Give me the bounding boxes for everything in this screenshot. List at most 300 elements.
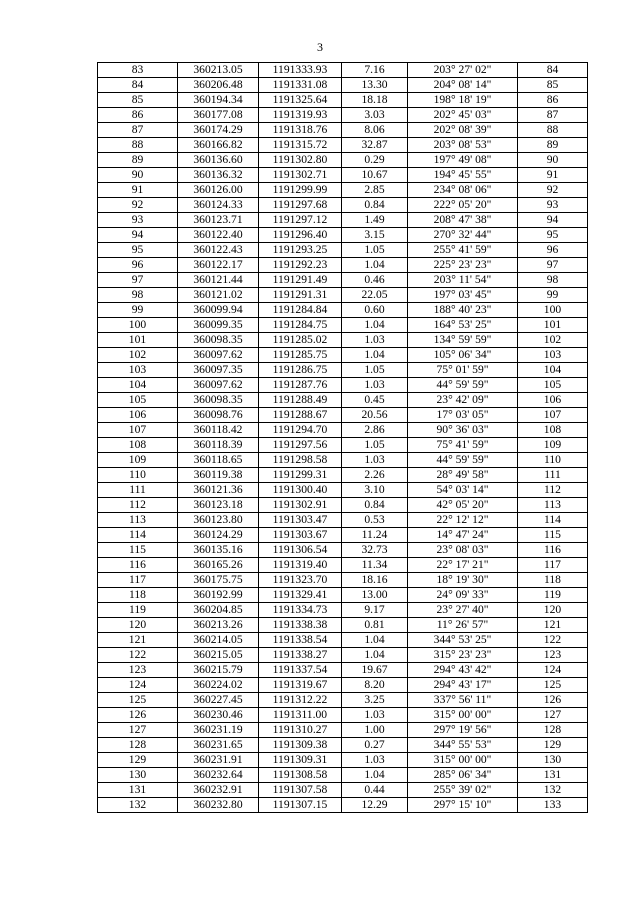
point-from-cell: 117 <box>98 573 178 588</box>
point-from-cell: 132 <box>98 798 178 813</box>
distance-cell: 1.04 <box>342 258 408 273</box>
x-coordinate-cell: 360121.02 <box>178 288 259 303</box>
distance-cell: 13.30 <box>342 78 408 93</box>
point-from-cell: 113 <box>98 513 178 528</box>
x-coordinate-cell: 360098.35 <box>178 393 259 408</box>
bearing-cell: 197° 03' 45" <box>408 288 518 303</box>
point-from-cell: 91 <box>98 183 178 198</box>
distance-cell: 2.85 <box>342 183 408 198</box>
point-to-cell: 88 <box>518 123 588 138</box>
table-row <box>98 348 588 363</box>
x-coordinate-cell: 360099.94 <box>178 303 259 318</box>
point-from-cell: 106 <box>98 408 178 423</box>
distance-cell: 20.56 <box>342 408 408 423</box>
table-row <box>98 528 588 543</box>
point-to-cell: 85 <box>518 78 588 93</box>
point-to-cell: 96 <box>518 243 588 258</box>
point-from-cell: 115 <box>98 543 178 558</box>
x-coordinate-cell: 360097.62 <box>178 378 259 393</box>
distance-cell: 2.26 <box>342 468 408 483</box>
point-from-cell: 98 <box>98 288 178 303</box>
distance-cell: 1.03 <box>342 708 408 723</box>
distance-cell: 19.67 <box>342 663 408 678</box>
y-coordinate-cell: 1191319.93 <box>259 108 342 123</box>
point-from-cell: 99 <box>98 303 178 318</box>
y-coordinate-cell: 1191302.71 <box>259 168 342 183</box>
point-from-cell: 127 <box>98 723 178 738</box>
bearing-cell: 22° 17' 21" <box>408 558 518 573</box>
y-coordinate-cell: 1191291.31 <box>259 288 342 303</box>
point-to-cell: 116 <box>518 543 588 558</box>
bearing-cell: 225° 23' 23" <box>408 258 518 273</box>
point-to-cell: 114 <box>518 513 588 528</box>
y-coordinate-cell: 1191284.84 <box>259 303 342 318</box>
table-row <box>98 453 588 468</box>
table-row <box>98 168 588 183</box>
y-coordinate-cell: 1191298.58 <box>259 453 342 468</box>
x-coordinate-cell: 360177.08 <box>178 108 259 123</box>
distance-cell: 1.05 <box>342 243 408 258</box>
y-coordinate-cell: 1191297.56 <box>259 438 342 453</box>
point-to-cell: 93 <box>518 198 588 213</box>
y-coordinate-cell: 1191318.76 <box>259 123 342 138</box>
x-coordinate-cell: 360227.45 <box>178 693 259 708</box>
table-row <box>98 408 588 423</box>
table-row <box>98 318 588 333</box>
point-from-cell: 111 <box>98 483 178 498</box>
point-to-cell: 84 <box>518 63 588 78</box>
distance-cell: 9.17 <box>342 603 408 618</box>
distance-cell: 0.53 <box>342 513 408 528</box>
point-from-cell: 112 <box>98 498 178 513</box>
table-row <box>98 738 588 753</box>
point-from-cell: 108 <box>98 438 178 453</box>
table-row <box>98 273 588 288</box>
point-to-cell: 103 <box>518 348 588 363</box>
bearing-cell: 28° 49' 58" <box>408 468 518 483</box>
x-coordinate-cell: 360192.99 <box>178 588 259 603</box>
y-coordinate-cell: 1191337.54 <box>259 663 342 678</box>
distance-cell: 0.81 <box>342 618 408 633</box>
distance-cell: 0.45 <box>342 393 408 408</box>
point-from-cell: 103 <box>98 363 178 378</box>
point-from-cell: 126 <box>98 708 178 723</box>
point-from-cell: 110 <box>98 468 178 483</box>
y-coordinate-cell: 1191302.91 <box>259 498 342 513</box>
distance-cell: 1.00 <box>342 723 408 738</box>
bearing-cell: 315° 23' 23" <box>408 648 518 663</box>
distance-cell: 12.29 <box>342 798 408 813</box>
point-to-cell: 125 <box>518 678 588 693</box>
table-row <box>98 783 588 798</box>
bearing-cell: 17° 03' 05" <box>408 408 518 423</box>
point-from-cell: 124 <box>98 678 178 693</box>
y-coordinate-cell: 1191284.75 <box>259 318 342 333</box>
y-coordinate-cell: 1191333.93 <box>259 63 342 78</box>
table-row <box>98 153 588 168</box>
distance-cell: 1.04 <box>342 648 408 663</box>
distance-cell: 32.87 <box>342 138 408 153</box>
distance-cell: 13.00 <box>342 588 408 603</box>
bearing-cell: 14° 47' 24" <box>408 528 518 543</box>
distance-cell: 3.03 <box>342 108 408 123</box>
x-coordinate-cell: 360174.29 <box>178 123 259 138</box>
y-coordinate-cell: 1191312.22 <box>259 693 342 708</box>
point-to-cell: 111 <box>518 468 588 483</box>
x-coordinate-cell: 360232.64 <box>178 768 259 783</box>
point-to-cell: 99 <box>518 288 588 303</box>
bearing-cell: 255° 39' 02" <box>408 783 518 798</box>
y-coordinate-cell: 1191307.58 <box>259 783 342 798</box>
y-coordinate-cell: 1191293.25 <box>259 243 342 258</box>
x-coordinate-cell: 360230.46 <box>178 708 259 723</box>
table-row <box>98 363 588 378</box>
point-to-cell: 128 <box>518 723 588 738</box>
point-to-cell: 113 <box>518 498 588 513</box>
point-from-cell: 129 <box>98 753 178 768</box>
point-from-cell: 130 <box>98 768 178 783</box>
y-coordinate-cell: 1191300.40 <box>259 483 342 498</box>
x-coordinate-cell: 360231.91 <box>178 753 259 768</box>
bearing-cell: 105° 06' 34" <box>408 348 518 363</box>
table-row <box>98 258 588 273</box>
table-row <box>98 438 588 453</box>
point-from-cell: 109 <box>98 453 178 468</box>
table-row <box>98 378 588 393</box>
bearing-cell: 203° 27' 02" <box>408 63 518 78</box>
bearing-cell: 270° 32' 44" <box>408 228 518 243</box>
distance-cell: 1.05 <box>342 363 408 378</box>
table-row <box>98 663 588 678</box>
point-from-cell: 120 <box>98 618 178 633</box>
bearing-cell: 44° 59' 59" <box>408 378 518 393</box>
bearing-cell: 297° 15' 10" <box>408 798 518 813</box>
bearing-cell: 11° 26' 57" <box>408 618 518 633</box>
y-coordinate-cell: 1191315.72 <box>259 138 342 153</box>
y-coordinate-cell: 1191296.40 <box>259 228 342 243</box>
distance-cell: 1.05 <box>342 438 408 453</box>
point-from-cell: 88 <box>98 138 178 153</box>
table-row <box>98 573 588 588</box>
x-coordinate-cell: 360124.33 <box>178 198 259 213</box>
coordinates-table-body <box>98 63 588 813</box>
point-to-cell: 112 <box>518 483 588 498</box>
x-coordinate-cell: 360097.62 <box>178 348 259 363</box>
y-coordinate-cell: 1191323.70 <box>259 573 342 588</box>
point-to-cell: 133 <box>518 798 588 813</box>
distance-cell: 0.60 <box>342 303 408 318</box>
point-to-cell: 102 <box>518 333 588 348</box>
table-row <box>98 603 588 618</box>
y-coordinate-cell: 1191311.00 <box>259 708 342 723</box>
bearing-cell: 23° 42' 09" <box>408 393 518 408</box>
x-coordinate-cell: 360118.42 <box>178 423 259 438</box>
y-coordinate-cell: 1191299.31 <box>259 468 342 483</box>
x-coordinate-cell: 360123.71 <box>178 213 259 228</box>
distance-cell: 1.04 <box>342 348 408 363</box>
point-from-cell: 101 <box>98 333 178 348</box>
y-coordinate-cell: 1191331.08 <box>259 78 342 93</box>
x-coordinate-cell: 360213.26 <box>178 618 259 633</box>
distance-cell: 7.16 <box>342 63 408 78</box>
x-coordinate-cell: 360119.38 <box>178 468 259 483</box>
distance-cell: 11.24 <box>342 528 408 543</box>
x-coordinate-cell: 360122.40 <box>178 228 259 243</box>
bearing-cell: 294° 43' 17" <box>408 678 518 693</box>
x-coordinate-cell: 360136.60 <box>178 153 259 168</box>
point-from-cell: 128 <box>98 738 178 753</box>
y-coordinate-cell: 1191309.31 <box>259 753 342 768</box>
table-row <box>98 228 588 243</box>
distance-cell: 1.04 <box>342 768 408 783</box>
point-to-cell: 121 <box>518 618 588 633</box>
point-to-cell: 117 <box>518 558 588 573</box>
distance-cell: 18.16 <box>342 573 408 588</box>
distance-cell: 3.15 <box>342 228 408 243</box>
bearing-cell: 202° 45' 03" <box>408 108 518 123</box>
table-row <box>98 393 588 408</box>
bearing-cell: 188° 40' 23" <box>408 303 518 318</box>
point-to-cell: 107 <box>518 408 588 423</box>
point-to-cell: 104 <box>518 363 588 378</box>
point-from-cell: 104 <box>98 378 178 393</box>
x-coordinate-cell: 360099.35 <box>178 318 259 333</box>
point-to-cell: 120 <box>518 603 588 618</box>
distance-cell: 22.05 <box>342 288 408 303</box>
point-to-cell: 110 <box>518 453 588 468</box>
point-from-cell: 90 <box>98 168 178 183</box>
distance-cell: 11.34 <box>342 558 408 573</box>
table-row <box>98 138 588 153</box>
table-row <box>98 543 588 558</box>
x-coordinate-cell: 360224.02 <box>178 678 259 693</box>
point-to-cell: 115 <box>518 528 588 543</box>
y-coordinate-cell: 1191297.68 <box>259 198 342 213</box>
x-coordinate-cell: 360232.91 <box>178 783 259 798</box>
table-row <box>98 708 588 723</box>
point-to-cell: 94 <box>518 213 588 228</box>
distance-cell: 3.25 <box>342 693 408 708</box>
x-coordinate-cell: 360231.19 <box>178 723 259 738</box>
table-row <box>98 468 588 483</box>
table-row <box>98 333 588 348</box>
table-row <box>98 498 588 513</box>
point-from-cell: 123 <box>98 663 178 678</box>
x-coordinate-cell: 360126.00 <box>178 183 259 198</box>
distance-cell: 8.06 <box>342 123 408 138</box>
point-from-cell: 86 <box>98 108 178 123</box>
y-coordinate-cell: 1191308.58 <box>259 768 342 783</box>
x-coordinate-cell: 360123.18 <box>178 498 259 513</box>
distance-cell: 2.86 <box>342 423 408 438</box>
distance-cell: 32.73 <box>342 543 408 558</box>
y-coordinate-cell: 1191325.64 <box>259 93 342 108</box>
point-from-cell: 114 <box>98 528 178 543</box>
point-to-cell: 86 <box>518 93 588 108</box>
bearing-cell: 164° 53' 25" <box>408 318 518 333</box>
point-to-cell: 119 <box>518 588 588 603</box>
x-coordinate-cell: 360165.26 <box>178 558 259 573</box>
x-coordinate-cell: 360175.75 <box>178 573 259 588</box>
y-coordinate-cell: 1191288.49 <box>259 393 342 408</box>
distance-cell: 0.84 <box>342 498 408 513</box>
y-coordinate-cell: 1191292.23 <box>259 258 342 273</box>
table-row <box>98 63 588 78</box>
bearing-cell: 208° 47' 38" <box>408 213 518 228</box>
point-to-cell: 90 <box>518 153 588 168</box>
point-from-cell: 94 <box>98 228 178 243</box>
point-to-cell: 130 <box>518 753 588 768</box>
y-coordinate-cell: 1191299.99 <box>259 183 342 198</box>
point-from-cell: 118 <box>98 588 178 603</box>
y-coordinate-cell: 1191285.75 <box>259 348 342 363</box>
point-from-cell: 102 <box>98 348 178 363</box>
y-coordinate-cell: 1191319.40 <box>259 558 342 573</box>
distance-cell: 0.29 <box>342 153 408 168</box>
y-coordinate-cell: 1191286.75 <box>259 363 342 378</box>
table-row <box>98 198 588 213</box>
point-to-cell: 131 <box>518 768 588 783</box>
distance-cell: 3.10 <box>342 483 408 498</box>
x-coordinate-cell: 360098.35 <box>178 333 259 348</box>
y-coordinate-cell: 1191338.38 <box>259 618 342 633</box>
y-coordinate-cell: 1191319.67 <box>259 678 342 693</box>
distance-cell: 0.27 <box>342 738 408 753</box>
point-to-cell: 106 <box>518 393 588 408</box>
table-row <box>98 633 588 648</box>
distance-cell: 1.03 <box>342 333 408 348</box>
y-coordinate-cell: 1191303.47 <box>259 513 342 528</box>
x-coordinate-cell: 360214.05 <box>178 633 259 648</box>
bearing-cell: 198° 18' 19" <box>408 93 518 108</box>
point-to-cell: 126 <box>518 693 588 708</box>
x-coordinate-cell: 360136.32 <box>178 168 259 183</box>
bearing-cell: 285° 06' 34" <box>408 768 518 783</box>
y-coordinate-cell: 1191288.67 <box>259 408 342 423</box>
point-from-cell: 107 <box>98 423 178 438</box>
y-coordinate-cell: 1191310.27 <box>259 723 342 738</box>
point-to-cell: 123 <box>518 648 588 663</box>
table-row <box>98 123 588 138</box>
bearing-cell: 18° 19' 30" <box>408 573 518 588</box>
y-coordinate-cell: 1191338.54 <box>259 633 342 648</box>
bearing-cell: 44° 59' 59" <box>408 453 518 468</box>
distance-cell: 1.03 <box>342 753 408 768</box>
y-coordinate-cell: 1191303.67 <box>259 528 342 543</box>
x-coordinate-cell: 360118.65 <box>178 453 259 468</box>
point-from-cell: 85 <box>98 93 178 108</box>
x-coordinate-cell: 360118.39 <box>178 438 259 453</box>
y-coordinate-cell: 1191294.70 <box>259 423 342 438</box>
x-coordinate-cell: 360121.44 <box>178 273 259 288</box>
x-coordinate-cell: 360097.35 <box>178 363 259 378</box>
y-coordinate-cell: 1191306.54 <box>259 543 342 558</box>
table-row <box>98 213 588 228</box>
point-from-cell: 125 <box>98 693 178 708</box>
bearing-cell: 344° 53' 25" <box>408 633 518 648</box>
x-coordinate-cell: 360123.80 <box>178 513 259 528</box>
distance-cell: 8.20 <box>342 678 408 693</box>
x-coordinate-cell: 360213.05 <box>178 63 259 78</box>
bearing-cell: 194° 45' 55" <box>408 168 518 183</box>
y-coordinate-cell: 1191307.15 <box>259 798 342 813</box>
bearing-cell: 337° 56' 11" <box>408 693 518 708</box>
bearing-cell: 42° 05' 20" <box>408 498 518 513</box>
bearing-cell: 222° 05' 20" <box>408 198 518 213</box>
x-coordinate-cell: 360122.43 <box>178 243 259 258</box>
point-from-cell: 87 <box>98 123 178 138</box>
x-coordinate-cell: 360135.16 <box>178 543 259 558</box>
point-from-cell: 92 <box>98 198 178 213</box>
bearing-cell: 134° 59' 59" <box>408 333 518 348</box>
table-row <box>98 513 588 528</box>
table-row <box>98 108 588 123</box>
x-coordinate-cell: 360098.76 <box>178 408 259 423</box>
distance-cell: 18.18 <box>342 93 408 108</box>
x-coordinate-cell: 360166.82 <box>178 138 259 153</box>
point-to-cell: 127 <box>518 708 588 723</box>
distance-cell: 1.04 <box>342 318 408 333</box>
page-number: 3 <box>317 40 323 54</box>
bearing-cell: 23° 08' 03" <box>408 543 518 558</box>
bearing-cell: 315° 00' 00" <box>408 708 518 723</box>
distance-cell: 10.67 <box>342 168 408 183</box>
distance-cell: 1.49 <box>342 213 408 228</box>
bearing-cell: 204° 08' 14" <box>408 78 518 93</box>
point-from-cell: 131 <box>98 783 178 798</box>
point-to-cell: 124 <box>518 663 588 678</box>
bearing-cell: 203° 11' 54" <box>408 273 518 288</box>
y-coordinate-cell: 1191297.12 <box>259 213 342 228</box>
table-row <box>98 483 588 498</box>
point-to-cell: 129 <box>518 738 588 753</box>
bearing-cell: 255° 41' 59" <box>408 243 518 258</box>
y-coordinate-cell: 1191302.80 <box>259 153 342 168</box>
distance-cell: 0.84 <box>342 198 408 213</box>
point-to-cell: 89 <box>518 138 588 153</box>
point-from-cell: 89 <box>98 153 178 168</box>
table-row <box>98 618 588 633</box>
table-row <box>98 243 588 258</box>
point-to-cell: 98 <box>518 273 588 288</box>
distance-cell: 1.03 <box>342 453 408 468</box>
point-from-cell: 122 <box>98 648 178 663</box>
point-from-cell: 119 <box>98 603 178 618</box>
y-coordinate-cell: 1191309.38 <box>259 738 342 753</box>
bearing-cell: 22° 12' 12" <box>408 513 518 528</box>
point-from-cell: 116 <box>98 558 178 573</box>
table-row <box>98 798 588 813</box>
y-coordinate-cell: 1191291.49 <box>259 273 342 288</box>
bearing-cell: 203° 08' 53" <box>408 138 518 153</box>
bearing-cell: 54° 03' 14" <box>408 483 518 498</box>
bearing-cell: 24° 09' 33" <box>408 588 518 603</box>
table-row <box>98 183 588 198</box>
distance-cell: 1.03 <box>342 378 408 393</box>
point-from-cell: 83 <box>98 63 178 78</box>
point-from-cell: 84 <box>98 78 178 93</box>
x-coordinate-cell: 360206.48 <box>178 78 259 93</box>
bearing-cell: 202° 08' 39" <box>408 123 518 138</box>
y-coordinate-cell: 1191338.27 <box>259 648 342 663</box>
bearing-cell: 90° 36' 03" <box>408 423 518 438</box>
x-coordinate-cell: 360215.79 <box>178 663 259 678</box>
x-coordinate-cell: 360232.80 <box>178 798 259 813</box>
table-row <box>98 78 588 93</box>
point-from-cell: 100 <box>98 318 178 333</box>
y-coordinate-cell: 1191329.41 <box>259 588 342 603</box>
bearing-cell: 23° 27' 40" <box>408 603 518 618</box>
